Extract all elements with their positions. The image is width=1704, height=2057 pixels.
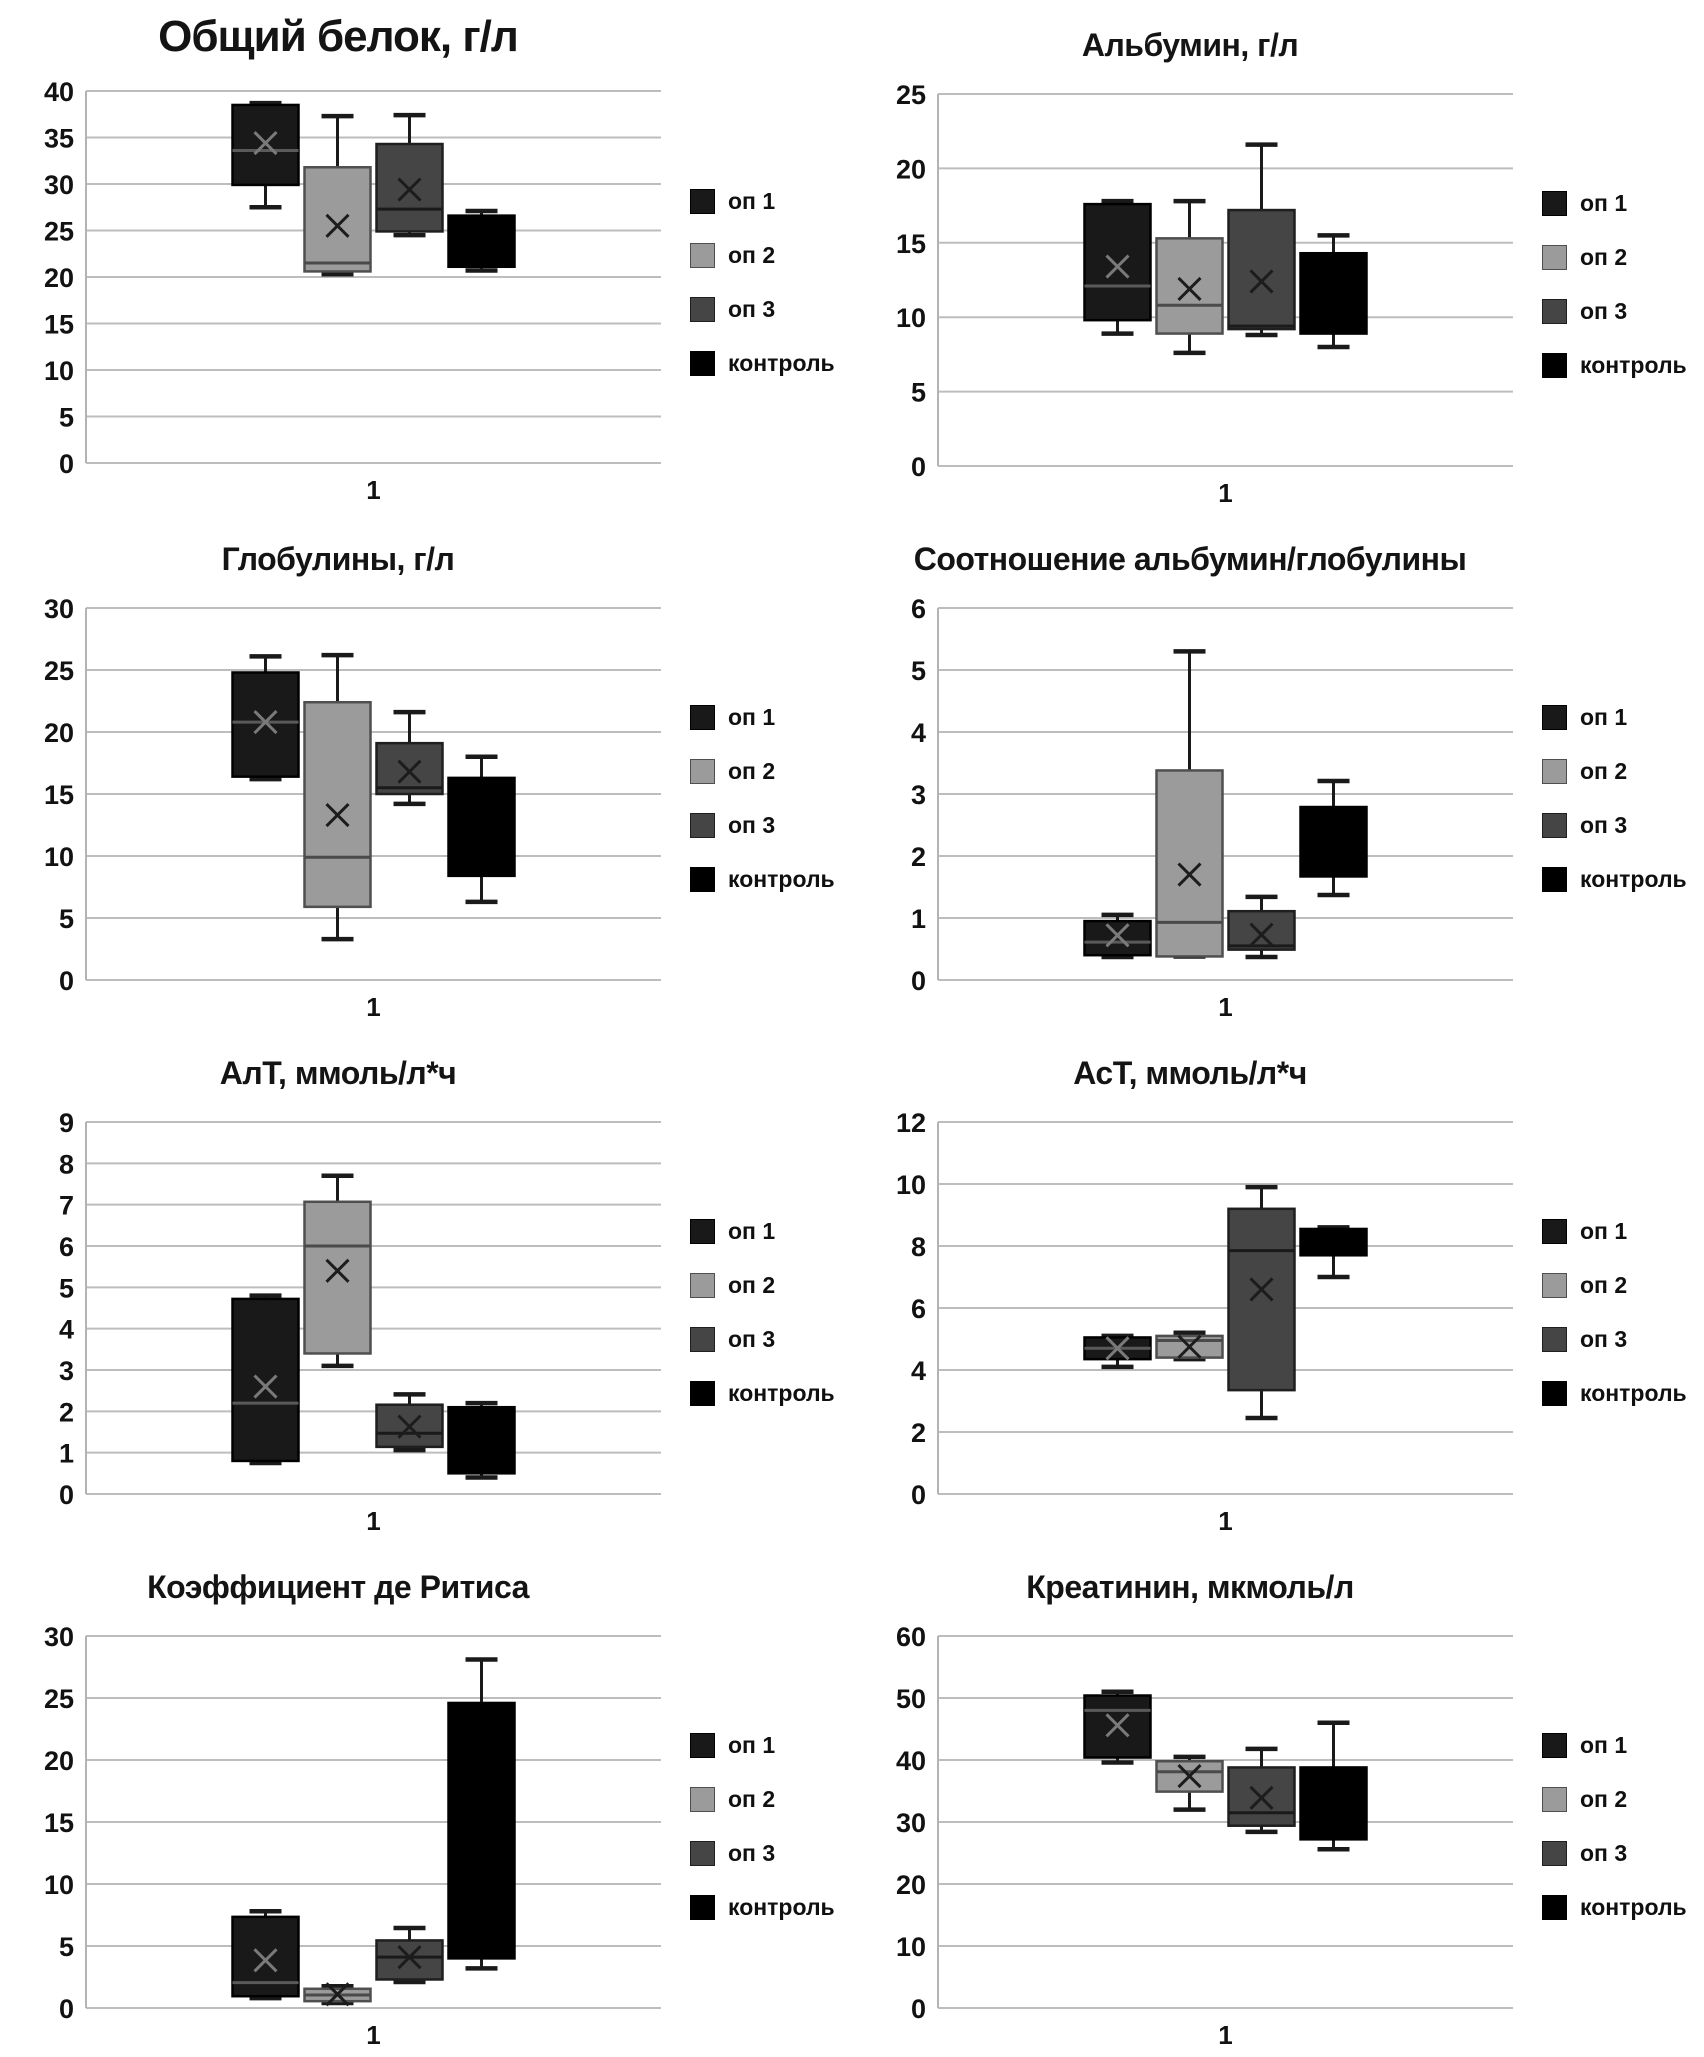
box-series	[1157, 1333, 1223, 1359]
legend-label: оп 1	[1580, 190, 1628, 217]
y-tick-label: 4	[58, 1314, 74, 1345]
y-tick-label: 15	[43, 309, 74, 340]
legend-item	[690, 350, 835, 377]
legend-item	[690, 188, 835, 215]
y-tick-label: 5	[58, 1931, 74, 1962]
chart-title: Коэффициент де Ритиса	[147, 1569, 529, 1605]
boxplot-canvas	[6, 1092, 676, 1534]
box	[449, 778, 515, 876]
y-tick-label: 2	[58, 1397, 74, 1428]
box-series	[1085, 915, 1151, 957]
chart-title: АлТ, ммоль/л*ч	[219, 1055, 457, 1091]
box	[1301, 807, 1367, 876]
y-tick-label: 8	[910, 1231, 926, 1262]
y-tick-label: 9	[58, 1107, 74, 1138]
box-series	[1085, 1692, 1151, 1763]
legend-swatch	[690, 705, 715, 730]
legend-swatch	[1542, 1219, 1567, 1244]
y-tick-label: 4	[910, 1355, 926, 1386]
y-tick-label: 6	[910, 593, 926, 624]
legend-swatch	[690, 351, 715, 376]
boxplot-canvas	[6, 578, 676, 1020]
chart-title: АсТ, ммоль/л*ч	[1073, 1055, 1307, 1091]
y-tick-label: 0	[58, 1479, 74, 1510]
box	[1301, 1767, 1367, 1839]
x-tick-label: 1	[1218, 2019, 1233, 2048]
box	[305, 1202, 371, 1354]
legend-label: оп 3	[728, 295, 776, 322]
y-tick-label: 5	[910, 377, 926, 408]
legend-item	[690, 704, 835, 731]
y-tick-label: 8	[58, 1149, 74, 1180]
legend-item	[1542, 866, 1687, 893]
y-tick-label: 0	[58, 449, 74, 480]
legend-swatch	[1542, 1381, 1567, 1406]
y-tick-label: 10	[895, 1169, 926, 1200]
legend-label: оп 2	[728, 1272, 776, 1299]
chart-albumin	[852, 0, 1704, 514]
box-series	[377, 115, 443, 235]
y-tick-label: 10	[43, 1869, 74, 1900]
y-tick-label: 30	[43, 1621, 74, 1652]
box-series	[1229, 144, 1295, 334]
legend-swatch	[1542, 191, 1567, 216]
chart-body	[6, 1606, 852, 2048]
chart-legend	[690, 1218, 835, 1407]
legend-label: оп 2	[1580, 1786, 1628, 1813]
legend-item	[1542, 298, 1687, 325]
legend-swatch	[1542, 759, 1567, 784]
legend-item	[690, 1380, 835, 1407]
legend-swatch	[690, 1787, 715, 1812]
box-series	[233, 656, 299, 779]
x-tick-label: 1	[366, 1505, 381, 1534]
y-tick-label: 10	[895, 303, 926, 334]
chart-total-protein	[0, 0, 852, 514]
chart-ast	[852, 1028, 1704, 1542]
chart-legend	[690, 188, 835, 377]
legend-swatch	[1542, 1327, 1567, 1352]
legend-label: оп 3	[1580, 1840, 1628, 1867]
legend-label: оп 1	[1580, 1732, 1628, 1759]
legend-swatch	[1542, 1787, 1567, 1812]
legend-label: оп 1	[728, 704, 776, 731]
legend-label: оп 2	[728, 241, 776, 268]
chart-creatinine	[852, 1542, 1704, 2056]
chart-de-ritis-coefficient	[0, 1542, 852, 2056]
legend-item	[690, 758, 835, 785]
chart-body	[6, 1092, 852, 1534]
y-tick-label: 3	[910, 779, 926, 810]
legend-label: оп 3	[1580, 298, 1628, 325]
legend-label: оп 2	[1580, 244, 1628, 271]
y-tick-label: 40	[895, 1745, 926, 1776]
y-tick-label: 12	[895, 1107, 926, 1138]
box	[377, 1940, 443, 1979]
legend-label: контроль	[728, 1380, 835, 1407]
legend-swatch	[690, 189, 715, 214]
chart-alt	[0, 1028, 852, 1542]
chart-body	[858, 64, 1704, 506]
y-tick-label: 15	[43, 1807, 74, 1838]
box-series	[305, 1176, 371, 1366]
box-series	[1301, 1723, 1367, 1849]
y-tick-label: 6	[910, 1293, 926, 1324]
x-tick-label: 1	[1218, 1505, 1233, 1534]
box-series	[1301, 781, 1367, 895]
chart-legend	[1542, 1732, 1687, 1921]
y-tick-label: 0	[910, 1993, 926, 2024]
chart-legend	[1542, 1218, 1687, 1407]
legend-item	[1542, 1786, 1687, 1813]
box-series	[1085, 201, 1151, 333]
y-tick-label: 25	[43, 216, 74, 247]
box-series	[377, 1928, 443, 1982]
y-tick-label: 20	[43, 717, 74, 748]
legend-label: контроль	[728, 349, 835, 376]
legend-item	[690, 1786, 835, 1813]
box	[305, 702, 371, 907]
boxplot-canvas	[6, 1606, 676, 2048]
box-series	[1229, 897, 1295, 957]
y-tick-label: 25	[895, 79, 926, 110]
box	[1229, 210, 1295, 329]
legend-swatch	[690, 243, 715, 268]
legend-item	[690, 1840, 835, 1867]
legend-label: оп 1	[1580, 1218, 1628, 1245]
y-tick-label: 1	[58, 1438, 74, 1469]
legend-label: оп 2	[728, 758, 776, 785]
y-tick-label: 0	[58, 1993, 74, 2024]
y-tick-label: 20	[43, 263, 74, 294]
box	[305, 168, 371, 272]
legend-swatch	[690, 759, 715, 784]
box-series	[305, 655, 371, 939]
box-series	[1085, 1336, 1151, 1367]
box	[1157, 238, 1223, 333]
legend-label: оп 3	[728, 1326, 776, 1353]
box	[1301, 253, 1367, 333]
legend-swatch	[1542, 1273, 1567, 1298]
box-series	[233, 103, 299, 207]
legend-label: контроль	[1580, 866, 1687, 893]
box-series	[305, 116, 371, 274]
box-series	[1301, 1227, 1367, 1277]
chart-body	[6, 578, 852, 1020]
legend-swatch	[690, 1219, 715, 1244]
boxplot-canvas	[858, 1606, 1528, 2048]
chart-legend	[1542, 190, 1687, 379]
legend-swatch	[690, 1841, 715, 1866]
legend-label: оп 3	[728, 1840, 776, 1867]
legend-label: контроль	[728, 1894, 835, 1921]
box-series	[1229, 1749, 1295, 1832]
y-tick-label: 6	[58, 1231, 74, 1262]
legend-item	[1542, 1272, 1687, 1299]
chart-legend	[690, 704, 835, 893]
y-tick-label: 2	[910, 841, 926, 872]
legend-swatch	[690, 1895, 715, 1920]
box-series	[449, 1659, 515, 1968]
box-series	[449, 211, 515, 271]
y-tick-label: 4	[910, 717, 926, 748]
legend-item	[690, 812, 835, 839]
legend-swatch	[690, 1733, 715, 1758]
x-tick-label: 1	[366, 475, 381, 504]
y-tick-label: 10	[43, 841, 74, 872]
legend-label: контроль	[1580, 1894, 1687, 1921]
box	[1229, 911, 1295, 949]
legend-swatch	[1542, 1733, 1567, 1758]
legend-item	[1542, 758, 1687, 785]
y-tick-label: 15	[43, 779, 74, 810]
legend-label: контроль	[1580, 352, 1687, 379]
legend-swatch	[1542, 353, 1567, 378]
y-tick-label: 30	[895, 1807, 926, 1838]
chart-title: Глобулины, г/л	[221, 541, 455, 577]
legend-label: оп 1	[728, 187, 776, 214]
y-tick-label: 0	[58, 965, 74, 996]
y-tick-label: 7	[58, 1190, 74, 1221]
box	[233, 672, 299, 776]
chart-body	[858, 1606, 1704, 2048]
chart-legend	[1542, 704, 1687, 893]
box-series	[305, 1983, 371, 2005]
legend-label: оп 2	[1580, 758, 1628, 785]
y-tick-label: 1	[910, 903, 926, 934]
box-series	[233, 1911, 299, 1998]
x-tick-label: 1	[366, 991, 381, 1020]
boxplot-canvas	[858, 64, 1528, 506]
legend-swatch	[1542, 867, 1567, 892]
boxplot-canvas	[858, 1092, 1528, 1534]
y-tick-label: 2	[910, 1417, 926, 1448]
chart-globulins	[0, 514, 852, 1028]
legend-item	[1542, 190, 1687, 217]
chart-title: Общий белок, г/л	[158, 12, 518, 61]
legend-label: оп 2	[728, 1786, 776, 1813]
boxplot-canvas	[858, 578, 1528, 1020]
legend-item	[1542, 1840, 1687, 1867]
chart-body	[858, 1092, 1704, 1534]
legend-swatch	[690, 813, 715, 838]
y-tick-label: 5	[910, 655, 926, 686]
box-series	[1157, 201, 1223, 353]
legend-swatch	[1542, 245, 1567, 270]
legend-swatch	[690, 1381, 715, 1406]
box-series	[1157, 1757, 1223, 1810]
y-tick-label: 20	[895, 154, 926, 185]
y-tick-label: 20	[895, 1869, 926, 1900]
legend-swatch	[1542, 299, 1567, 324]
legend-label: оп 1	[728, 1218, 776, 1245]
y-tick-label: 50	[895, 1683, 926, 1714]
legend-item	[690, 866, 835, 893]
chart-body	[858, 578, 1704, 1020]
legend-label: контроль	[728, 866, 835, 893]
y-tick-label: 30	[43, 593, 74, 624]
legend-item	[690, 1218, 835, 1245]
y-tick-label: 20	[43, 1745, 74, 1776]
y-tick-label: 10	[895, 1931, 926, 1962]
legend-swatch	[690, 297, 715, 322]
legend-item	[1542, 1894, 1687, 1921]
chart-albumin-globulin-ratio	[852, 514, 1704, 1028]
x-tick-label: 1	[1218, 991, 1233, 1020]
y-tick-label: 10	[43, 356, 74, 387]
box	[1085, 204, 1151, 320]
legend-label: оп 1	[1580, 704, 1628, 731]
box-series	[377, 712, 443, 804]
legend-item	[690, 296, 835, 323]
legend-swatch	[690, 1327, 715, 1352]
x-tick-label: 1	[1218, 477, 1233, 506]
y-tick-label: 15	[895, 228, 926, 259]
y-tick-label: 5	[58, 402, 74, 433]
legend-swatch	[1542, 1895, 1567, 1920]
y-tick-label: 60	[895, 1621, 926, 1652]
chart-title: Креатинин, мкмоль/л	[1026, 1569, 1354, 1605]
box	[1301, 1229, 1367, 1255]
y-tick-label: 0	[910, 451, 926, 482]
box	[449, 1703, 515, 1958]
box	[1229, 1209, 1295, 1390]
legend-swatch	[1542, 705, 1567, 730]
legend-item	[1542, 1218, 1687, 1245]
legend-label: оп 3	[1580, 1326, 1628, 1353]
legend-item	[690, 1732, 835, 1759]
box-series	[1229, 1187, 1295, 1418]
box	[1085, 921, 1151, 955]
legend-label: оп 1	[728, 1732, 776, 1759]
legend-item	[1542, 1732, 1687, 1759]
legend-item	[1542, 1326, 1687, 1353]
boxplot-canvas	[6, 61, 676, 503]
y-tick-label: 0	[910, 965, 926, 996]
legend-swatch	[1542, 813, 1567, 838]
box	[449, 1407, 515, 1473]
box-series	[1301, 235, 1367, 347]
legend-item	[690, 1272, 835, 1299]
chart-legend	[690, 1732, 835, 1921]
legend-item	[690, 242, 835, 269]
legend-swatch	[690, 867, 715, 892]
chart-body	[6, 61, 852, 503]
y-tick-label: 5	[58, 903, 74, 934]
legend-item	[1542, 352, 1687, 379]
box	[233, 1917, 299, 1996]
y-tick-label: 0	[910, 1479, 926, 1510]
box	[449, 216, 515, 267]
legend-label: контроль	[1580, 1380, 1687, 1407]
legend-item	[1542, 1380, 1687, 1407]
y-tick-label: 5	[58, 1273, 74, 1304]
legend-label: оп 3	[1580, 812, 1628, 839]
chart-title: Соотношение альбумин/глобулины	[913, 541, 1467, 577]
chart-title: Альбумин, г/л	[1081, 27, 1299, 63]
box-series	[1157, 651, 1223, 956]
box	[233, 1299, 299, 1461]
y-tick-label: 30	[43, 170, 74, 201]
y-tick-label: 35	[43, 123, 74, 154]
y-tick-label: 25	[43, 655, 74, 686]
box-series	[449, 757, 515, 902]
legend-item	[690, 1326, 835, 1353]
legend-item	[1542, 244, 1687, 271]
legend-item	[1542, 812, 1687, 839]
legend-item	[690, 1894, 835, 1921]
x-tick-label: 1	[366, 2019, 381, 2048]
y-tick-label: 3	[58, 1355, 74, 1386]
y-tick-label: 25	[43, 1683, 74, 1714]
box	[1157, 770, 1223, 956]
box-series	[449, 1403, 515, 1477]
y-tick-label: 40	[43, 77, 74, 108]
legend-label: оп 2	[1580, 1272, 1628, 1299]
box-series	[377, 1394, 443, 1450]
legend-swatch	[690, 1273, 715, 1298]
legend-item	[1542, 704, 1687, 731]
legend-label: оп 3	[728, 812, 776, 839]
legend-swatch	[1542, 1841, 1567, 1866]
box-series	[233, 1295, 299, 1462]
